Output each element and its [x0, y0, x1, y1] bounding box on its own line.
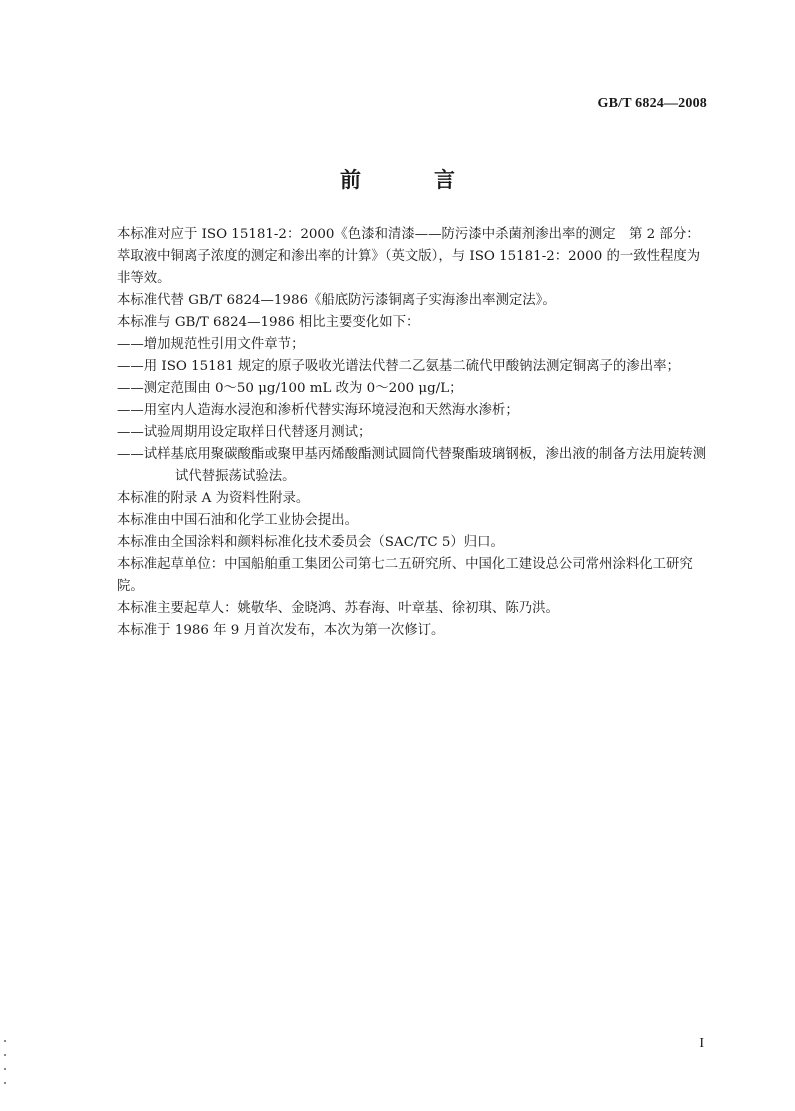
standard-code: GB/T 6824—2008 [597, 96, 707, 111]
change-item-3: ——测定范围由 0～50 μg/100 mL 改为 0～200 μg/L； [117, 381, 463, 396]
page-number: I [699, 1036, 704, 1051]
paragraph-drafting-units: 本标准起草单位：中国船舶重工集团公司第七二五研究所、中国化工建设总公司常州涂料化工研究院。 [117, 557, 693, 594]
paragraph-annex: 本标准的附录 A 为资料性附录。 [117, 491, 310, 506]
change-item-1: ——增加规范性引用文件章节； [117, 337, 305, 352]
change-item-5: ——试验周期用设定取样日代替逐月测试； [117, 425, 372, 440]
page-title: 前 言 [340, 168, 481, 192]
paragraph-history: 本标准于 1986 年 9 月首次发布，本次为第一次修订。 [117, 623, 445, 638]
paragraph-proposed-by: 本标准由中国石油和化学工业协会提出。 [117, 513, 359, 528]
paragraph-changes-intro: 本标准与 GB/T 6824—1986 相比主要变化如下： [117, 315, 420, 330]
scan-edge-marks [4, 1040, 8, 1100]
foreword-body [117, 224, 712, 642]
change-item-4: ——用室内人造海水浸泡和渗析代替实海环境浸泡和天然海水渗析； [117, 403, 519, 418]
paragraph-correspondence: 本标准对应于 ISO 15181-2：2000《色漆和清漆——防污漆中杀菌剂渗出率的测定 第 2 部分：萃取液中铜离子浓度的测定和渗出率的计算》（英文版），与 ISO 15181-2：2000 的一致性程度为非等效。 [117, 227, 701, 286]
paragraph-committee: 本标准由全国涂料和颜料标准化技术委员会（SAC/TC 5）归口。 [117, 535, 504, 550]
paragraph-replaces: 本标准代替 GB/T 6824—1986《船底防污漆铜离子实海渗出率测定法》。 [117, 293, 556, 308]
change-item-6: ——试样基底用聚碳酸酯或聚甲基丙烯酸酯测试圆筒代替聚酯玻璃钢板，渗出液的制备方法用旋转测试代替振荡试验法。 [117, 447, 707, 484]
change-item-2: ——用 ISO 15181 规定的原子吸收光谱法代替二乙氨基二硫代甲酸钠法测定铜离子的渗出率； [117, 359, 680, 374]
paragraph-drafters: 本标准主要起草人：姚敬华、金晓鸿、苏春海、叶章基、徐初琪、陈乃洪。 [117, 601, 559, 616]
